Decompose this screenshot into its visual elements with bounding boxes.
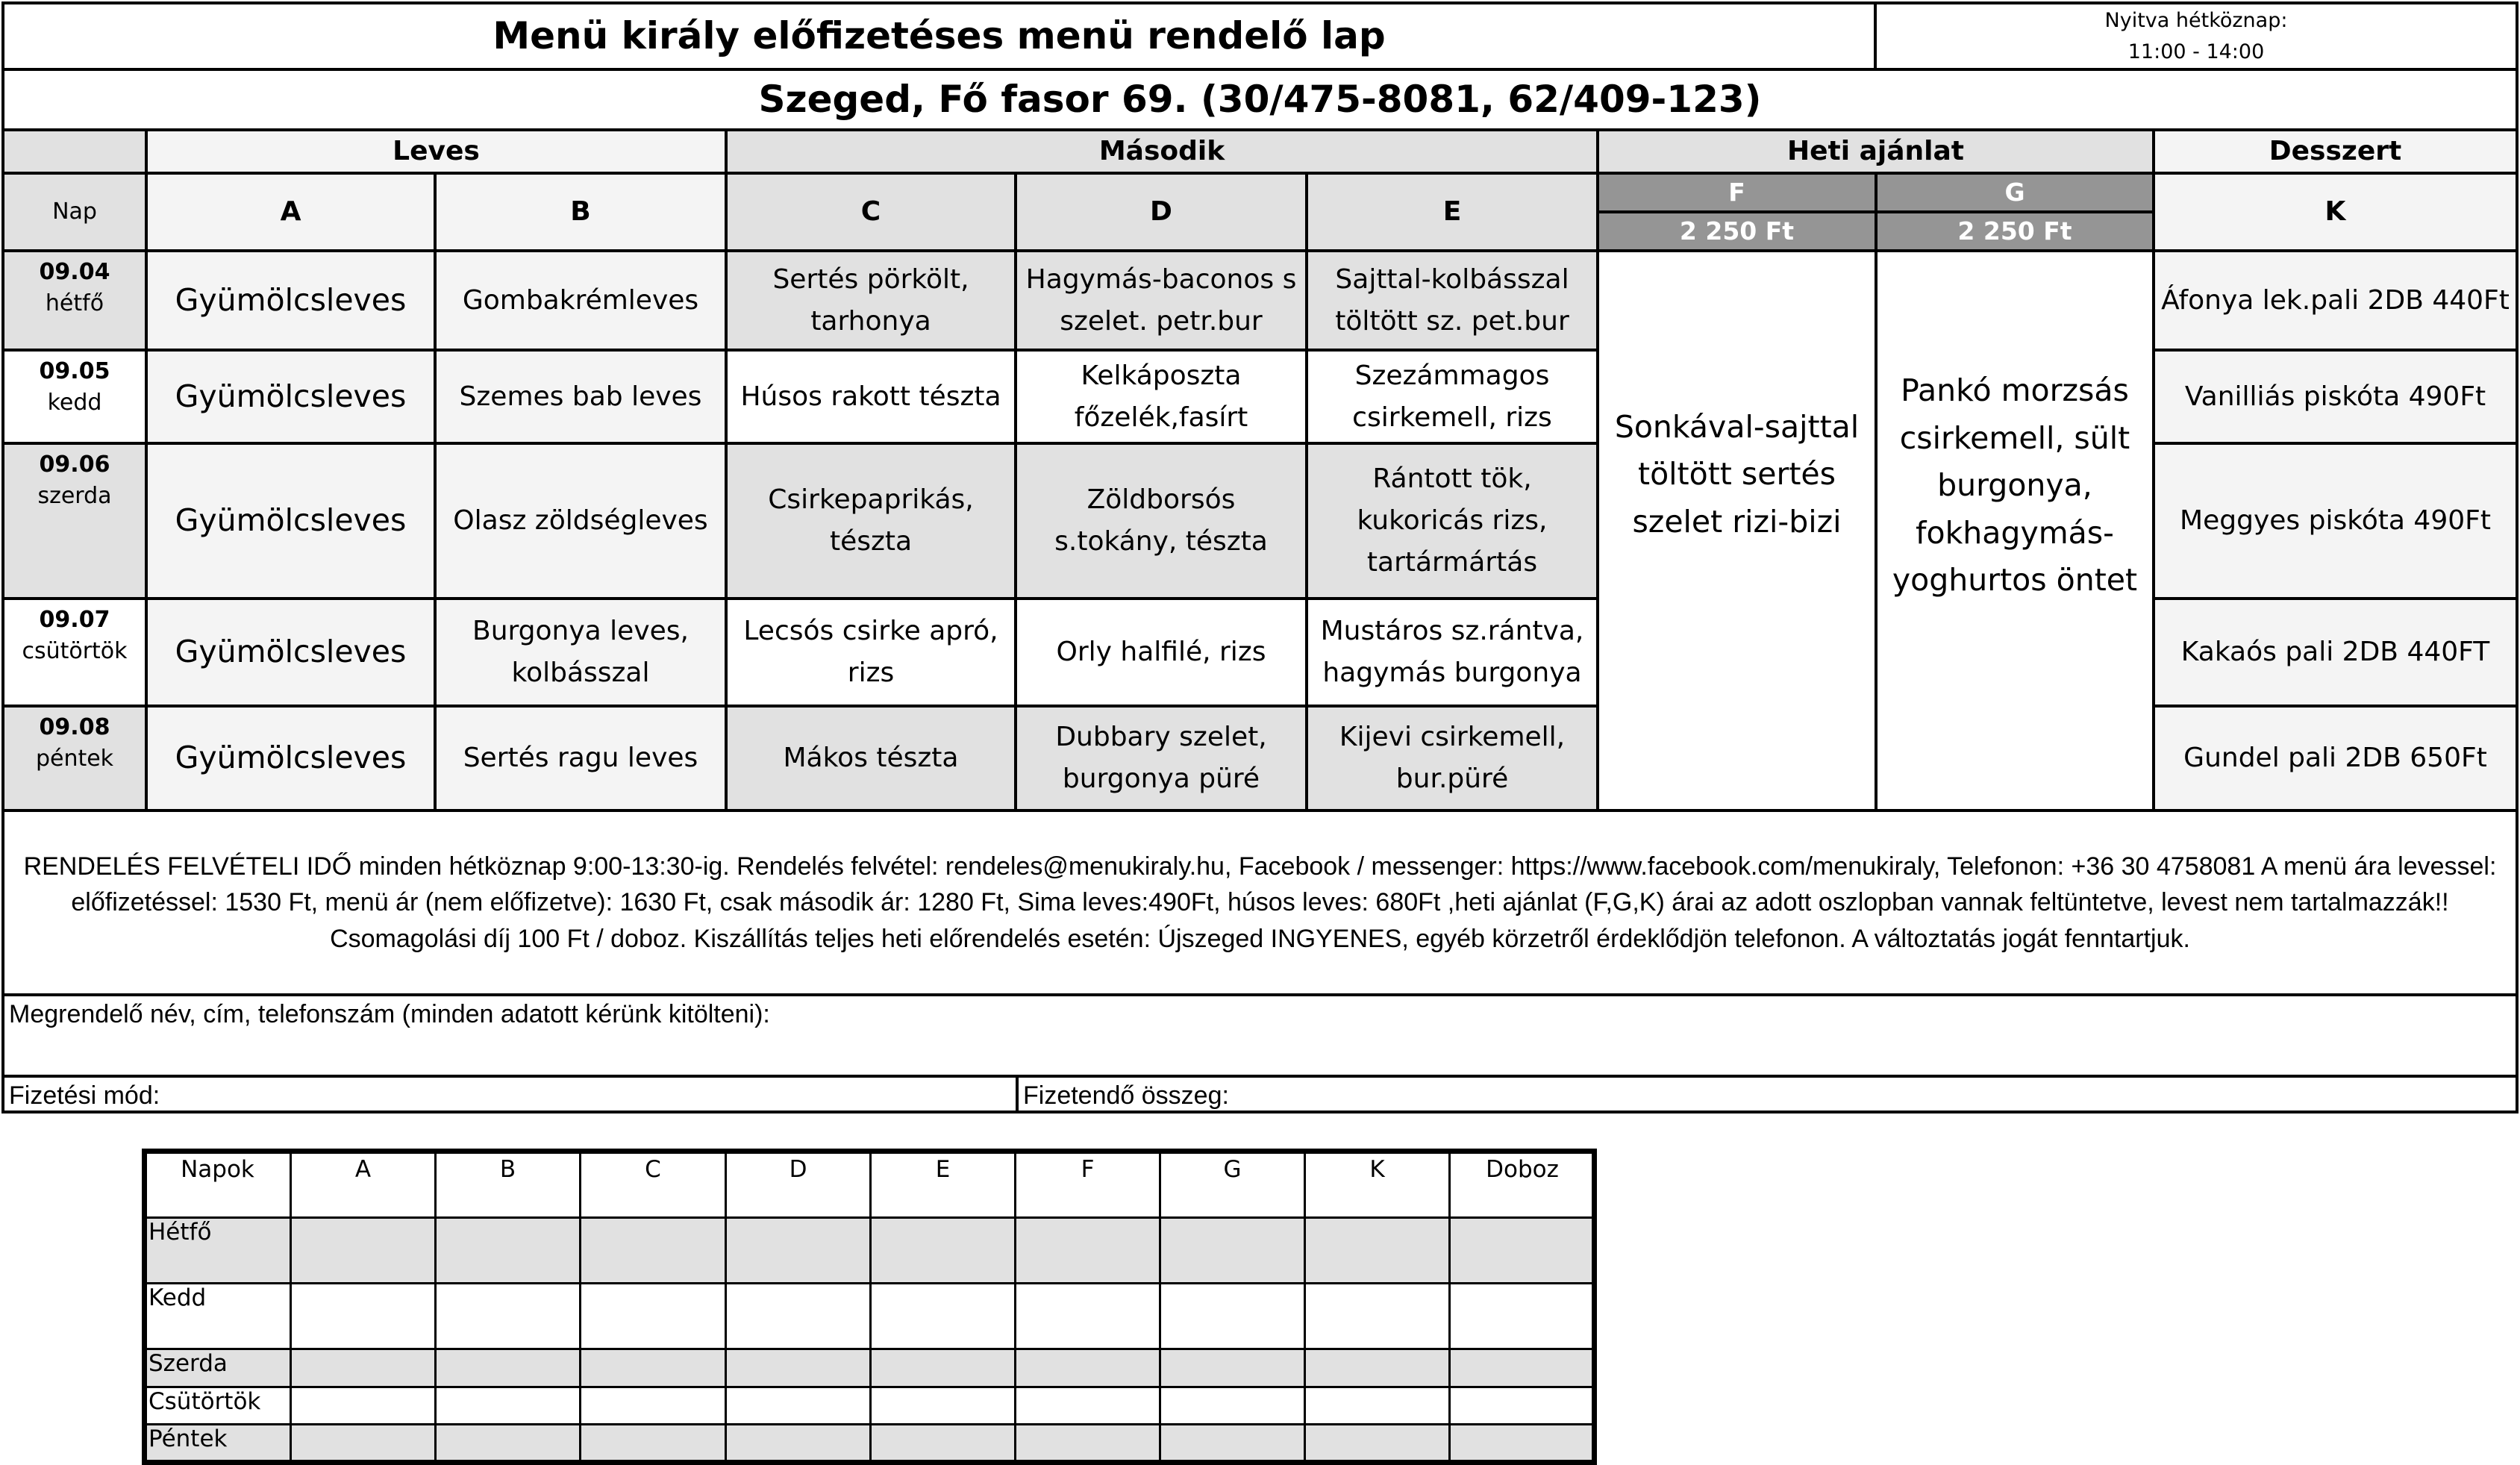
- day-cell: [1, 597, 148, 707]
- menu-cell-a[interactable]: Gyümölcsleves: [145, 705, 437, 812]
- order-grid-header-doboz: Doboz: [1448, 1151, 1596, 1219]
- col-header-e: E: [1305, 172, 1599, 252]
- order-grid-input-cell[interactable]: [725, 1216, 872, 1284]
- col-header-d: D: [1014, 172, 1308, 252]
- order-grid-input-cell[interactable]: [434, 1282, 581, 1350]
- col-header-a: A: [145, 172, 437, 252]
- order-grid-input-cell[interactable]: [869, 1386, 1016, 1425]
- menu-cell-d[interactable]: Orly halfilé, rizs: [1014, 597, 1308, 707]
- order-grid-input-cell[interactable]: [1448, 1282, 1596, 1350]
- day-cell: [1, 705, 148, 812]
- order-grid-input-cell[interactable]: [434, 1423, 581, 1465]
- order-grid-day-label: Szerda: [143, 1348, 292, 1388]
- order-grid-day-label: Csütörtök: [143, 1386, 292, 1425]
- day-date: 09.07: [39, 607, 110, 633]
- payment-method-field[interactable]: Fizetési mód:: [1, 1075, 1019, 1113]
- order-grid-header-napok: Napok: [143, 1151, 292, 1219]
- day-date: 09.06: [39, 452, 110, 478]
- menu-cell-e[interactable]: Kijevi csirkemell, bur.püré: [1305, 705, 1599, 812]
- order-grid-input-cell[interactable]: [290, 1386, 437, 1425]
- order-grid-header-g: G: [1159, 1151, 1306, 1219]
- menu-cell-a[interactable]: Gyümölcsleves: [145, 349, 437, 445]
- order-grid-header-a: A: [290, 1151, 437, 1219]
- col-header-b: B: [434, 172, 728, 252]
- order-grid-input-cell[interactable]: [869, 1423, 1016, 1465]
- day-name: csütörtök: [22, 638, 128, 664]
- menu-cell-d[interactable]: Zöldborsós s.tokány, tészta: [1014, 442, 1308, 600]
- col-header-g: G: [1875, 172, 2155, 213]
- order-grid-input-cell[interactable]: [869, 1348, 1016, 1388]
- order-grid-input-cell[interactable]: [1014, 1423, 1161, 1465]
- menu-cell-b[interactable]: Olasz zöldségleves: [434, 442, 728, 600]
- menu-cell-a[interactable]: Gyümölcsleves: [145, 442, 437, 600]
- weekly-offer-f[interactable]: Sonkával-sajttal töltött sertés szelet rizi-bizi: [1596, 249, 1878, 812]
- order-grid-header-d: D: [725, 1151, 872, 1219]
- menu-cell-a[interactable]: Gyümölcsleves: [145, 597, 437, 707]
- day-cell: [1, 249, 148, 352]
- order-grid-header-k: K: [1304, 1151, 1451, 1219]
- order-grid-day-label: Péntek: [143, 1423, 292, 1465]
- menu-cell-b[interactable]: Sertés ragu leves: [434, 705, 728, 812]
- day-cell: [1, 442, 148, 600]
- order-grid-input-cell[interactable]: [869, 1282, 1016, 1350]
- order-grid-input-cell[interactable]: [725, 1282, 872, 1350]
- order-grid-input-cell[interactable]: [1159, 1216, 1306, 1284]
- customer-info-field[interactable]: Megrendelő név, cím, telefonszám (minden adatott kérünk kitölteni):: [1, 993, 2519, 1078]
- menu-cell-e[interactable]: Mustáros sz.rántva, hagymás burgonya: [1305, 597, 1599, 707]
- order-grid-input-cell[interactable]: [434, 1216, 581, 1284]
- amount-due-field[interactable]: Fizetendő összeg:: [1016, 1075, 2519, 1113]
- order-grid-input-cell[interactable]: [1304, 1386, 1451, 1425]
- order-grid-input-cell[interactable]: [579, 1386, 727, 1425]
- order-grid-input-cell[interactable]: [290, 1282, 437, 1350]
- menu-cell-k[interactable]: Gundel pali 2DB 650Ft: [2152, 705, 2519, 812]
- order-grid-input-cell[interactable]: [579, 1423, 727, 1465]
- opening-time: 11:00 - 14:00: [2127, 40, 2265, 63]
- col-header-c: C: [725, 172, 1017, 252]
- order-grid-input-cell[interactable]: [434, 1348, 581, 1388]
- page-title: Menü király előfizetéses menü rendelő lap: [1, 1, 1877, 71]
- group-leves: Leves: [145, 128, 728, 175]
- order-grid-input-cell[interactable]: [1448, 1216, 1596, 1284]
- menu-cell-c[interactable]: Sertés pörkölt, tarhonya: [725, 249, 1017, 352]
- order-grid-input-cell[interactable]: [579, 1282, 727, 1350]
- order-grid-input-cell[interactable]: [1014, 1216, 1161, 1284]
- order-grid-input-cell[interactable]: [1304, 1216, 1451, 1284]
- order-grid-header-e: E: [869, 1151, 1016, 1219]
- menu-cell-c[interactable]: Mákos tészta: [725, 705, 1017, 812]
- menu-cell-c[interactable]: Lecsós csirke apró, rizs: [725, 597, 1017, 707]
- order-grid-input-cell[interactable]: [290, 1423, 437, 1465]
- opening-hours: [1874, 1, 2519, 71]
- order-grid-input-cell[interactable]: [869, 1216, 1016, 1284]
- order-grid-input-cell[interactable]: [1014, 1386, 1161, 1425]
- group-masodik: Második: [725, 128, 1599, 175]
- price-g: 2 250 Ft: [1875, 210, 2155, 252]
- menu-cell-c[interactable]: Húsos rakott tészta: [725, 349, 1017, 445]
- menu-cell-k[interactable]: Áfonya lek.pali 2DB 440Ft: [2152, 249, 2519, 352]
- order-grid-input-cell[interactable]: [1159, 1423, 1306, 1465]
- order-grid-day-label: Hétfő: [143, 1216, 292, 1284]
- day-date: 09.08: [39, 714, 110, 740]
- col-header-f: F: [1596, 172, 1878, 213]
- day-name: szerda: [37, 483, 112, 509]
- order-grid-input-cell[interactable]: [725, 1386, 872, 1425]
- menu-cell-b[interactable]: Burgonya leves, kolbásszal: [434, 597, 728, 707]
- price-f: 2 250 Ft: [1596, 210, 1878, 252]
- order-grid-input-cell[interactable]: [1304, 1423, 1451, 1465]
- order-grid-input-cell[interactable]: [290, 1348, 437, 1388]
- col-header-nap: Nap: [1, 172, 148, 252]
- menu-cell-d[interactable]: Dubbary szelet, burgonya püré: [1014, 705, 1308, 812]
- address-line: Szeged, Fő fasor 69. (30/475-8081, 62/409-123): [1, 68, 2519, 131]
- order-grid-input-cell[interactable]: [1159, 1386, 1306, 1425]
- menu-cell-k[interactable]: Kakaós pali 2DB 440FT: [2152, 597, 2519, 707]
- order-grid-input-cell[interactable]: [725, 1348, 872, 1388]
- menu-cell-c[interactable]: Csirkepaprikás, tészta: [725, 442, 1017, 600]
- day-date: 09.04: [39, 259, 110, 285]
- menu-cell-a[interactable]: Gyümölcsleves: [145, 249, 437, 352]
- order-grid-day-label: Kedd: [143, 1282, 292, 1350]
- day-name: péntek: [35, 746, 114, 772]
- group-desszert: Desszert: [2152, 128, 2519, 175]
- order-grid-header-c: C: [579, 1151, 727, 1219]
- day-date: 09.05: [39, 358, 110, 384]
- col-header-k: K: [2152, 172, 2519, 252]
- menu-cell-e[interactable]: Rántott tök, kukoricás rizs, tartármártás: [1305, 442, 1599, 600]
- menu-cell-e[interactable]: Szezámmagos csirkemell, rizs: [1305, 349, 1599, 445]
- order-grid-input-cell[interactable]: [1304, 1282, 1451, 1350]
- order-grid-input-cell[interactable]: [1448, 1348, 1596, 1388]
- order-grid-input-cell[interactable]: [1014, 1348, 1161, 1388]
- order-grid-input-cell[interactable]: [1448, 1423, 1596, 1465]
- order-grid-input-cell[interactable]: [579, 1348, 727, 1388]
- weekly-offer-g[interactable]: Pankó morzsás csirkemell, sült burgonya, fokhagymás-yoghurtos öntet: [1875, 249, 2155, 812]
- order-grid-input-cell[interactable]: [725, 1423, 872, 1465]
- order-grid-input-cell[interactable]: [1159, 1348, 1306, 1388]
- order-grid-input-cell[interactable]: [579, 1216, 727, 1284]
- day-cell: [1, 349, 148, 445]
- order-grid-input-cell[interactable]: [290, 1216, 437, 1284]
- menu-cell-k[interactable]: Meggyes piskóta 490Ft: [2152, 442, 2519, 600]
- menu-cell-e[interactable]: Sajttal-kolbásszal töltött sz. pet.bur: [1305, 249, 1599, 352]
- order-notice: RENDELÉS FELVÉTELI IDŐ minden hétköznap 9:00-13:30-ig. Rendelés felvétel: rendeles@menukiraly.hu, Facebook / messenger: https://www.facebook.com/menukiraly, Telefonon: +36 30 4758081 A menü ára levessel: előfizetéssel: 1530 Ft, menü ár (nem előfizetve): 1630 Ft, csak második ár: 1280 Ft, Sima leves:490Ft, húsos leves: 680Ft ,heti ajánlat (F,G,K) árai az adott oszlopban vannak feltüntetve, levest nem tartalmazzák!! Csomagolási díj 100 Ft / doboz. Kiszállítás teljes heti előrendelés esetén: Újszeged INGYENES, egyéb körzetről érdeklődjön telefonon. A változtatás jogát fenntartjuk.: [1, 809, 2519, 996]
- order-grid-header-b: B: [434, 1151, 581, 1219]
- order-grid-input-cell[interactable]: [434, 1386, 581, 1425]
- opening-label: Nyitva hétköznap:: [2104, 8, 2288, 32]
- order-grid-header-f: F: [1014, 1151, 1161, 1219]
- order-grid-input-cell[interactable]: [1159, 1282, 1306, 1350]
- menu-cell-b[interactable]: Szemes bab leves: [434, 349, 728, 445]
- menu-cell-d[interactable]: Kelkáposzta főzelék,fasírt: [1014, 349, 1308, 445]
- menu-cell-d[interactable]: Hagymás-baconos s szelet. petr.bur: [1014, 249, 1308, 352]
- group-blank: [1, 128, 148, 175]
- order-grid-input-cell[interactable]: [1448, 1386, 1596, 1425]
- order-grid-input-cell[interactable]: [1304, 1348, 1451, 1388]
- day-name: hétfő: [45, 290, 104, 316]
- menu-cell-k[interactable]: Vanilliás piskóta 490Ft: [2152, 349, 2519, 445]
- group-heti-ajanlat: Heti ajánlat: [1596, 128, 2155, 175]
- day-name: kedd: [47, 390, 102, 416]
- menu-cell-b[interactable]: Gombakrémleves: [434, 249, 728, 352]
- order-grid-input-cell[interactable]: [1014, 1282, 1161, 1350]
